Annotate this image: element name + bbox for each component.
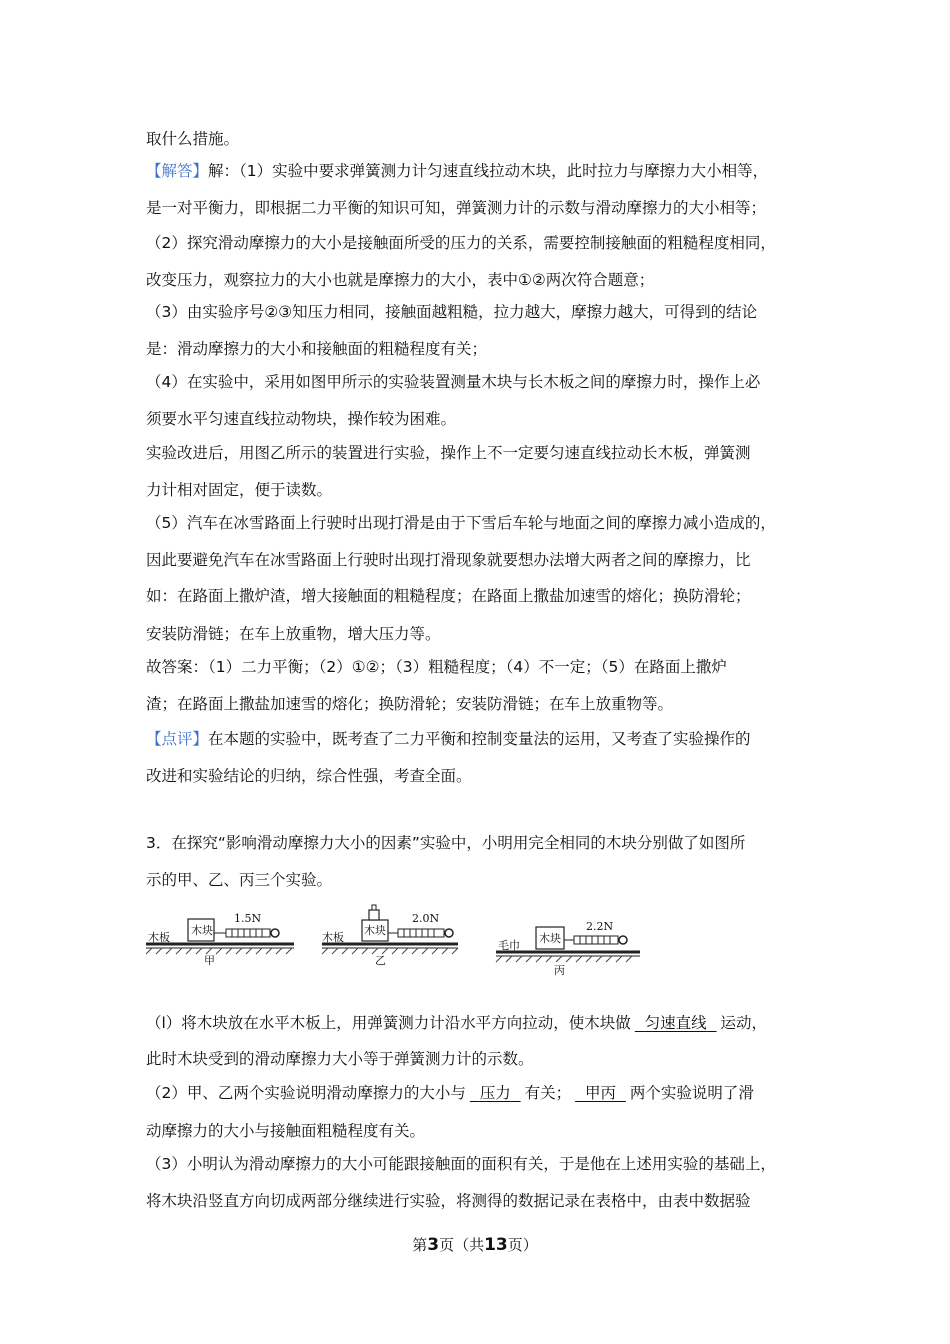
surface-label: 毛巾 <box>498 939 520 952</box>
text-line: 【解答】解：（1）实验中要求弹簧测力计匀速直线拉动木块，此时拉力与摩擦力大小相等， <box>146 162 769 180</box>
setup-a <box>146 912 294 967</box>
question-3-stem: 示的甲、乙、丙三个实验。 <box>146 871 333 889</box>
force-reading: 2.0N <box>412 912 440 925</box>
block-label: 木块 <box>191 924 213 937</box>
page-total: 13 <box>484 1235 508 1255</box>
weight <box>369 910 379 920</box>
text-line: 如：在路面上撒炉渣，增大接触面的粗糙程度；在路面上撒盐加速雪的熔化；换防滑轮； <box>146 587 751 605</box>
block-label: 木块 <box>364 924 386 937</box>
text-line: （5）汽车在冰雪路面上行驶时出现打滑是由于下雪后车轮与地面之间的摩擦力减小造成的， <box>146 514 776 532</box>
spring-scale <box>398 929 444 937</box>
text-line: 实验改进后，用图乙所示的装置进行实验，操作上不一定要匀速直线拉动长木板，弹簧测 <box>146 444 751 462</box>
block-label: 木块 <box>539 932 561 945</box>
setup-label: 丙 <box>554 964 565 977</box>
text-line: 须要水平匀速直线拉动物块，操作较为困难。 <box>146 410 457 428</box>
text-line: 改变压力，观察拉力的大小也就是摩擦力的大小，表中①②两次符合题意； <box>146 271 655 289</box>
question-3-stem: 3．在探究“影响滑动摩擦力大小的因素”实验中，小明用完全相同的木块分别做了如图所 <box>146 834 746 852</box>
text-line: 安装防滑链；在车上放重物，增大压力等。 <box>146 625 441 643</box>
text-line: 是：滑动摩擦力的大小和接触面的粗糙程度有关； <box>146 340 488 358</box>
text-line: 此时木块受到的滑动摩擦力大小等于弹簧测力计的示数。 <box>146 1050 534 1068</box>
text-line: 动摩擦力的大小与接触面粗糙程度有关。 <box>146 1122 426 1140</box>
page-number: 3 <box>427 1235 440 1255</box>
text-line: 因此要避免汽车在冰雪路面上行驶时出现打滑现象就要想办法增大两者之间的摩擦力，比 <box>146 551 751 569</box>
text-line: 故答案：（1）二力平衡；（2）①②；（3）粗糙程度；（4）不一定；（5）在路面上撒炉 <box>146 658 727 676</box>
surface-label: 木板 <box>322 931 344 944</box>
text-line: （2）探究滑动摩擦力的大小是接触面所受的压力的关系，需要控制接触面的粗糙程度相同， <box>146 234 776 252</box>
question-part-1: （l）将木块放在水平木板上，用弹簧测力计沿水平方向拉动，使木块做 匀速直线 运动， <box>146 1014 768 1032</box>
setup-label: 乙 <box>375 954 386 967</box>
text-line: （3）由实验序号②③知压力相同，接触面越粗糙，拉力越大，摩擦力越大，可得到的结论 <box>146 303 758 321</box>
spring-scale <box>574 936 618 944</box>
setup-label: 甲 <box>204 954 215 967</box>
experiment-figure <box>146 900 646 980</box>
text-line: 渣；在路面上撒盐加速雪的熔化；换防滑轮；安装防滑链；在车上放重物等。 <box>146 695 674 713</box>
text-line: 改进和实验结论的归纳，综合性强，考查全面。 <box>146 767 472 785</box>
text-line: 取什么措施。 <box>146 130 240 148</box>
text-line: 将木块沿竖直方向切成两部分继续进行实验，将测得的数据记录在表格中，由表中数据验 <box>146 1192 751 1210</box>
setup-c <box>496 920 640 977</box>
comment-tag: 【点评】 <box>146 730 209 748</box>
answer-blank: 甲丙 <box>584 1084 616 1102</box>
question-part-2: （2）甲、乙两个实验说明滑动摩擦力的大小与 压力 有关； 甲丙 两个实验说明了滑 <box>146 1084 754 1102</box>
setup-b <box>322 905 458 967</box>
force-reading: 2.2N <box>586 920 614 933</box>
text-line: （4）在实验中，采用如图甲所示的实验装置测量木块与长木板之间的摩擦力时，操作上必 <box>146 373 761 391</box>
spring-scale <box>226 929 270 937</box>
force-reading: 1.5N <box>234 912 262 925</box>
surface-label: 木板 <box>148 931 170 944</box>
answer-blank: 匀速直线 <box>644 1014 707 1032</box>
question-part-3: （3）小明认为滑动摩擦力的大小可能跟接触面的面积有关，于是他在上述用实验的基础上， <box>146 1155 776 1173</box>
text-line: 力计相对固定，便于读数。 <box>146 481 333 499</box>
text-line: 是一对平衡力，即根据二力平衡的知识可知，弹簧测力计的示数与滑动摩擦力的大小相等； <box>146 199 767 217</box>
answer-blank: 压力 <box>479 1084 511 1102</box>
text-line: 【点评】在本题的实验中，既考查了二力平衡和控制变量法的运用，又考查了实验操作的 <box>146 730 751 748</box>
page-footer: 第3页（共13页） <box>412 1235 538 1255</box>
answer-tag: 【解答】 <box>146 162 209 180</box>
